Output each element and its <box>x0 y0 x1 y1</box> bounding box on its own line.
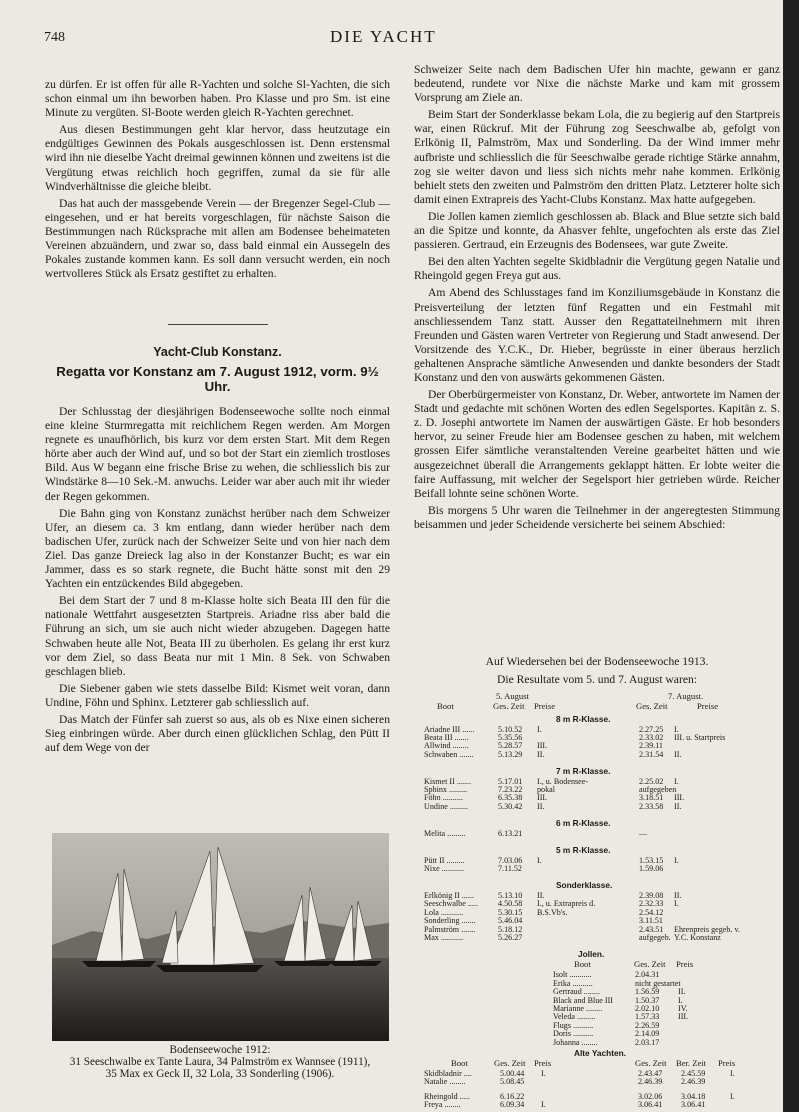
time-ges: 3.06.41 <box>638 1100 663 1110</box>
alte-header-bz: Ber. Zeit <box>676 1057 707 1068</box>
photo-caption <box>45 1044 395 1081</box>
time-aug5: 5.30.15 <box>498 907 523 917</box>
prize-aug7: II. <box>674 890 682 900</box>
time-aug7: 2.32.33 <box>639 899 664 909</box>
time-ber: 2.46.39 <box>681 1077 706 1087</box>
time-aug7: 2.39.11 <box>639 741 663 751</box>
class-heading: Sonderklasse. <box>556 880 613 891</box>
time-aug5: 6.13.21 <box>498 828 523 838</box>
caption-title: Bodenseewoche 1912: <box>169 1044 271 1056</box>
paragraph: Die Siebener gaben wie stets dasselbe Bild: Kismet weit voran, dann Undine, Föhn und Sphinx. Letzterer gab schliesslich auf. <box>45 681 390 709</box>
class-heading: 8 m R-Klasse. <box>556 714 611 724</box>
time-aug7: 3.18.51 <box>639 793 664 803</box>
boat-name: Veleda ......... <box>553 1012 596 1022</box>
prize-aug5: pokal <box>537 785 555 794</box>
boat-name: Melita ......... <box>424 828 466 838</box>
boat-name: Föhn .......... <box>424 793 463 803</box>
prize-aug7: I. <box>674 855 679 865</box>
jollen-header-gz: Ges. Zeit <box>634 959 666 970</box>
boat-name: Sphinx ......... <box>424 785 468 794</box>
boat-name: Freya ........ <box>424 1100 461 1110</box>
time-aug7: aufgegeb. <box>639 932 671 942</box>
time-aug5: 5.28.57 <box>498 741 523 751</box>
time-aug5: 4.50.58 <box>498 899 523 909</box>
boat-name: Undine ......... <box>424 801 469 811</box>
paragraph: Aus diesen Bestimmungen geht klar hervor, dass heutzutage ein endgültiges Gewinnen des Pokals ausgeschlossen ist. Denn erstensmal wird ihn nie dieselbe Yacht dreimal gewinnen können und zweitens ist die Vergütung etwas reichlich hoch gegriffen, zumal da sie für alle Windverhältnisse die gleiche bleibt. <box>45 123 390 193</box>
time-ges: 3.02.06 <box>638 1091 663 1101</box>
time-jollen: 2.26.59 <box>635 1020 660 1030</box>
time-ges: 2.43.47 <box>638 1068 663 1078</box>
class-heading: 5 m R-Klasse. <box>556 845 611 856</box>
sailing-photo <box>52 833 389 1041</box>
time-aug5: 6.35.38 <box>498 793 523 803</box>
paragraph: Am Abend des Schlusstages fand im Konziliumsgebäude in Konstanz die Preisverteilung der letzten fünf Regatten und ein Festmahl mit anschliessendem Tanz statt. Ausser den Regattateilnehmern mit ihren Freunden und Gästen waren Vertreter von Regierung und Stadt anwesend. Der Vorsitzende des Y.C.K., Dr. Hieber, begrüsste in einer überaus herzlich gehaltenen Ansprache sämtliche Anwesenden und dankte besonders der Stadt Konstanz und den von auswärts gekommenen Gästen. <box>414 286 780 384</box>
time-aug7: 2.54.12 <box>639 907 664 917</box>
paragraph: Das Match der Fünfer sah zuerst so aus, als ob es Nixe einen sicheren Sieg einbringen würde. Aber durch einen glücklichen Schlag, den Pütt II auf dem Wege von der <box>45 712 390 755</box>
class-heading: 7 m R-Klasse. <box>556 766 611 777</box>
paragraph: Der Schlusstag der diesjährigen Bodenseewoche sollte noch einmal eine kleine Sturmregatta mit reichlichem Regen werden. Am Morgen regnete es unaufhörlich, bis kurz vor dem ersten Start. Mit dem Regen hörte aber auch der Wind auf, und so bot der Start ein ziemlich trostloses Bild. Aus W begann eine frische Brise zu wehen, die schliesslich bis zur Windstärke 8—10 Sek.-M. anwuchs. Leider war aber auch mit ihr wieder der Regen gekommen. <box>45 405 390 503</box>
boat-name: Max ........... <box>424 932 464 942</box>
paragraph: Beim Start der Sonderklasse bekam Lola, die zu begierig auf den Startpreis war, einen Rückruf. Mit der Führung zog Seeschwalbe ab, gefolgt von Erlkönig II, Palmström, Max und Sonderling. Da der Wind immer mehr aufbriste und schliesslich die für Seeschwalbe gerade richtige Stärke annahm, zog sie weiter davon und liess sich nichts mehr nahe kommen. Erlkönig behielt stets den zweiten und Palmström den dritten Platz. Letzterer holte sich damit einen Extrapreis des Yacht-Clubs Konstanz. Max hatte aufgegeben. <box>414 108 780 206</box>
alte-header-gz2: Ges. Zeit <box>635 1057 667 1068</box>
time-aug7: 1.59.06 <box>639 864 664 873</box>
paragraph: Schweizer Seite nach dem Badischen Ufer hin machte, gewann er ganz bedeutend, rundete vor Nixe die nächste Marke und kam mit grossem Vorsprung am Ziele an. <box>414 63 780 105</box>
prize-aug7: I. <box>674 776 679 786</box>
boat-name: Ariadne III ...... <box>424 724 475 734</box>
col-header-preise: Preise <box>534 701 556 711</box>
prize-aug7: I. <box>730 1091 735 1101</box>
prize-jollen: III. <box>678 1012 689 1022</box>
caption-line: 35 Max ex Geck II, 32 Lola, 33 Sonderling (1906). <box>105 1068 335 1081</box>
time-aug7: 2.43.51 <box>639 924 664 934</box>
time-jollen: 2.03.17 <box>635 1037 660 1047</box>
col-header-aug7: 7. August. <box>668 691 704 701</box>
col-header-aug5: 5. August <box>496 691 529 701</box>
prize-aug7: Y.C. Konstanz <box>674 932 721 942</box>
time-aug5: 5.35.56 <box>498 732 523 742</box>
time-aug5: 5.26.27 <box>498 932 523 942</box>
alte-header-gz: Ges. Zeit <box>494 1057 526 1068</box>
prize-aug5: III. <box>537 741 548 751</box>
prize-aug5: II. <box>537 749 545 759</box>
boat-name: Natalie ........ <box>424 1077 466 1087</box>
time-ber: 3.04.18 <box>681 1091 706 1101</box>
boat-name: Sonderling ....... <box>424 916 476 926</box>
paragraph: Das hat auch der massgebende Verein — der Bregenzer Segel-Club — eingesehen, und er hat bereits vorgeschlagen, für nächste Saison die Bestimmungen nach Rücksprache mit allen am Bodensee beheimateten Vereinen abzuändern, und zwar so, dass bald einmal ein Aussegeln des Pokales zustande kommen kann. Es soll dann versucht werden, ein noch wertvolleres Stück als Ersatz gestiftet zu erhalten. <box>45 196 390 281</box>
prize-aug7: I. <box>674 724 679 734</box>
time-ber: 3.06.41 <box>681 1100 706 1110</box>
class-heading: Jollen. <box>578 949 605 960</box>
boat-name: Kismet II ....... <box>424 776 471 786</box>
time-jollen: nicht gestartet <box>635 978 681 988</box>
alte-header-boot: Boot <box>451 1057 468 1068</box>
alte-header-preis2: Preis <box>718 1057 736 1068</box>
prize-aug7: I. <box>674 899 679 909</box>
prize-aug5: II. <box>537 801 545 811</box>
time-aug7: 3.11.51 <box>639 916 663 926</box>
boat-name: Seeschwalbe ..... <box>424 899 478 909</box>
time-aug5: 5.46.04 <box>498 916 523 926</box>
time-aug5: 5.10.52 <box>498 724 523 734</box>
prize-aug7: III. u. Startpreis <box>674 732 726 742</box>
time-aug7: 2.27.25 <box>639 724 664 734</box>
boat-name: Schwaben ....... <box>424 749 474 759</box>
caption-line: 31 Seeschwalbe ex Tante Laura, 34 Palmström ex Wannsee (1911), <box>69 1056 371 1069</box>
boat-name: Rheingold ..... <box>424 1091 470 1101</box>
time-aug5: 6.16.22 <box>500 1091 525 1101</box>
boat-name: Johanna ........ <box>553 1037 598 1047</box>
prize-aug7: Ehrenpreis gegeb. v. <box>674 924 740 934</box>
boat-name: Allwind ........ <box>424 741 469 751</box>
prize-aug5: II. <box>537 890 545 900</box>
time-aug7: 1.53.15 <box>639 855 664 865</box>
farewell-line: Auf Wiedersehen bei der Bodenseewoche 1913. <box>485 655 709 668</box>
boat-name: Erlkönig II ...... <box>424 890 474 900</box>
time-jollen: 2.04.31 <box>635 970 660 980</box>
time-aug7: aufgegeben <box>639 785 677 794</box>
paragraph: Bei den alten Yachten segelte Skidbladnir die Vergütung gegen Natalie und Rheingold gegen Freya gut aus. <box>414 255 780 283</box>
time-jollen: 2.14.09 <box>635 1029 660 1039</box>
time-aug5: 5.30.42 <box>498 801 523 811</box>
prize-jollen: I. <box>678 995 683 1005</box>
time-aug5: 6.09.34 <box>500 1100 525 1110</box>
time-aug5: 5.18.12 <box>498 924 523 934</box>
col-header-preise2: Preise <box>697 701 719 711</box>
jollen-header-boot: Boot <box>574 959 591 970</box>
boat-name: Erika .......... <box>553 978 593 988</box>
paragraph: Die Bahn ging von Konstanz zunächst herüber nach dem Schweizer Ufer, an diesem ca. 3 km entlang, dann wieder herüber nach dem badischen Ufer, zurück nach der Schweizer Seite und von hier nach dem Ziel. Das ganze Dreieck lag also in der Konstanzer Bucht; es war ein Jammer, dass es so stark regnete, die Bucht hätte sonst mit den 29 Yachten ein entzückendes Bild abgegeben. <box>45 506 390 591</box>
time-aug5: 5.00.44 <box>500 1068 525 1078</box>
boat-name: Nixe ........... <box>424 864 465 873</box>
boat-name: Flugs .......... <box>553 1020 594 1030</box>
class-heading: 6 m R-Klasse. <box>556 818 611 829</box>
time-aug5: 5.13.10 <box>498 890 523 900</box>
time-aug7: 2.31.54 <box>639 749 664 759</box>
prize-aug5: I. <box>537 855 542 865</box>
right-column-text <box>414 63 780 532</box>
time-ges: 2.46.39 <box>638 1077 663 1087</box>
prize-jollen: IV. <box>678 1003 688 1013</box>
time-aug5: 7.11.52 <box>498 864 522 873</box>
time-jollen: 1.56.59 <box>635 987 660 997</box>
results-intro: Die Resultate vom 5. und 7. August waren: <box>497 673 697 686</box>
prize-aug5: I. <box>537 724 542 734</box>
paragraph: Bis morgens 5 Uhr waren die Teilnehmer in der angeregtesten Stimmung beisammen und jeder Scheidende versicherte bei seinem Abschied: <box>414 503 780 531</box>
time-aug5: 5.17.01 <box>498 776 523 786</box>
paragraph: Der Oberbürgermeister von Konstanz, Dr. Weber, antwortete im Namen der Stadt und gedachte mit schönen Worten des edlen Segelsportes. Kapitän z. S. z. D. Josephi antwortete im Namen der auswärtigen Gäste. Er hob besonders hervor, zu seiner Freude hier am Bodensee geschen zu haben, mit welchem grossen Eifer sämtliche veranstaltenden Vereine gearbeitet hätten und wie ausgezeichnet überall die Arrangements geklappt hätten. Er lobte weiter die faire Auffassung, mit welcher der Segelsport hier getrieben würde. Reicher Beifall lohnte seine schönen Worte. <box>414 388 780 500</box>
boat-name: Black and Blue III <box>553 995 614 1005</box>
page-number: 748 <box>44 30 65 45</box>
time-aug5: 7.23.22 <box>498 785 523 794</box>
time-jollen: 1.57.33 <box>635 1012 660 1022</box>
prize-aug7: II. <box>674 749 682 759</box>
boat-name: Pütt II ......... <box>424 855 465 865</box>
col-header-boot: Boot <box>437 701 454 711</box>
time-aug5: 5.13.29 <box>498 749 523 759</box>
prize-aug7: III. <box>674 793 685 803</box>
boat-name: Gertraud ........ <box>553 987 600 997</box>
col-header-gz: Ges. Zeit <box>493 701 525 711</box>
time-aug7: — <box>639 828 648 838</box>
time-ber: 2.45.59 <box>681 1068 706 1078</box>
regatta-heading: Regatta vor Konstanz am 7. August 1912, vorm. 9½ Uhr. <box>56 364 379 394</box>
club-heading: Yacht-Club Konstanz. <box>153 345 282 359</box>
boat-name: Palmström ....... <box>424 924 476 934</box>
alte-header-preis: Preis <box>534 1057 552 1068</box>
boat-name: Isolt ........... <box>553 970 592 980</box>
prize-aug5: I., u. Bodensee- <box>537 776 589 786</box>
page-edge-shadow <box>783 0 799 1112</box>
col-header-gz2: Ges. Zeit <box>636 701 668 711</box>
time-aug7: 2.39.08 <box>639 890 664 900</box>
running-title: DIE YACHT <box>330 27 437 46</box>
prize-aug5: B.S.Vb's. <box>537 907 568 917</box>
time-aug7: 2.25.02 <box>639 776 664 786</box>
prize-aug5: III. <box>537 793 548 803</box>
section-divider <box>168 324 268 325</box>
paragraph: Bei dem Start der 7 und 8 m-Klasse holte sich Beata III den für die nationale Wettfahrt ausgesetzten Startpreis. Ariadne riss aber bald die Führung an sich, um sie auch nicht wieder abzugeben. Dagegen hatte Schwaben heute alle Not, Beata III zu überholen. Es gelang ihr erst kurz vor dem Ziel, so dass Beata nur mit 1 Min. 8 Sek. von Schwaben geschlagen blieb. <box>45 594 390 678</box>
time-jollen: 2.02.10 <box>635 1003 660 1013</box>
boat-name: Beata III ....... <box>424 732 469 742</box>
prize-jollen: II. <box>678 987 686 997</box>
time-aug5: 5.08.45 <box>500 1077 525 1087</box>
time-aug7: 2.33.58 <box>639 801 664 811</box>
boat-name: Skidbladnir .... <box>424 1068 472 1078</box>
time-aug5: 7.03.06 <box>498 855 523 865</box>
prize-aug5: I. <box>541 1100 546 1110</box>
prize-aug5: I., u. Extrapreis d. <box>537 899 596 909</box>
boat-name: Doris .......... <box>553 1029 594 1039</box>
prize-aug7: I. <box>730 1068 735 1078</box>
left-column-top <box>45 78 390 281</box>
boat-name: Marianne ........ <box>553 1003 603 1013</box>
boat-name: Lola ........... <box>424 907 464 917</box>
jollen-header-preis: Preis <box>676 959 694 970</box>
prize-aug5: I. <box>541 1068 546 1078</box>
time-aug7: 2.33.02 <box>639 732 664 742</box>
prize-aug7: II. <box>674 801 682 811</box>
paragraph: zu dürfen. Er ist offen für alle R-Yachten und solche Sl-Yachten, die sich schon einmal um ihn beworben haben. Pro Klasse und pro Sm. ist eine Minute zu vergüten. Sl-Boote werden gleich R-Yachten gerechnet. <box>45 78 390 120</box>
time-jollen: 1.50.37 <box>635 995 660 1005</box>
class-heading: Alte Yachten. <box>574 1047 626 1058</box>
paragraph: Die Jollen kamen ziemlich geschlossen ab. Black and Blue setzte sich bald an die Spitze und konnte, da Ahasver fehlte, ungefochten als erste das Ziel passieren. Gertraud, ein Erzeugnis des Bodensees, war gute Zweite. <box>414 209 780 252</box>
left-column-main <box>45 405 390 755</box>
